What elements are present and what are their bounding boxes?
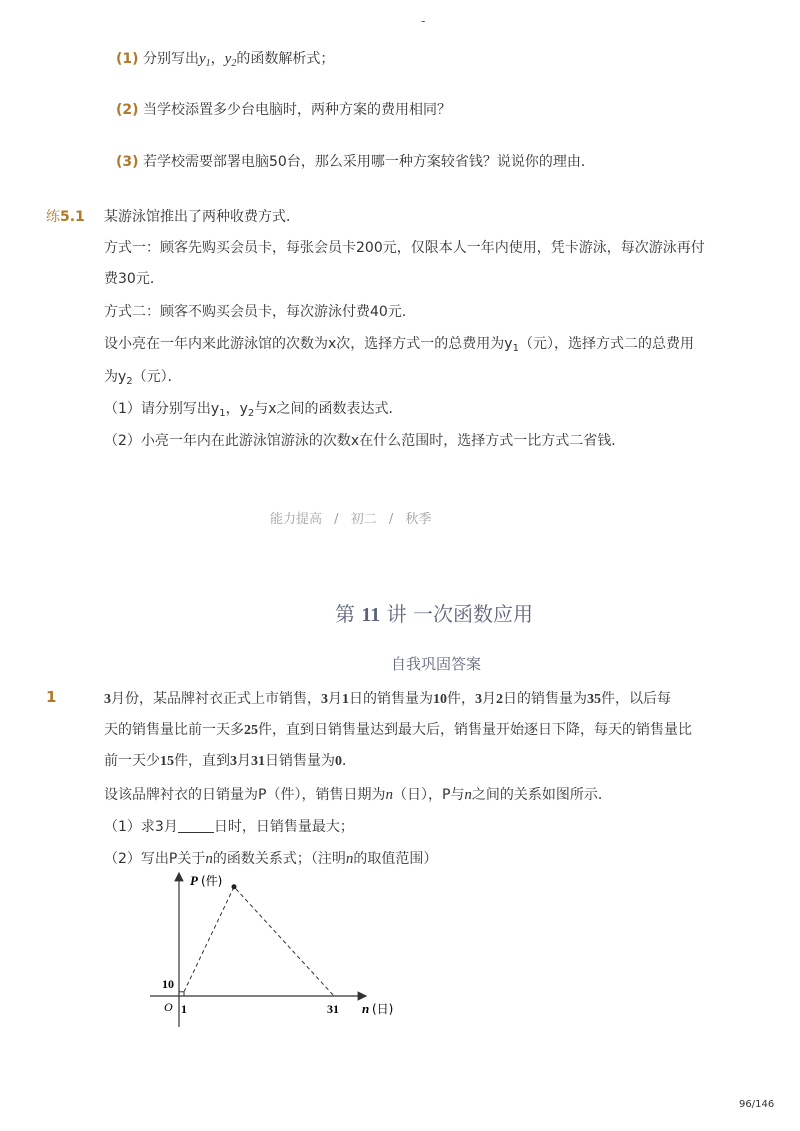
practice-line-1: 某游泳馆推出了两种收费方式． [104,209,300,225]
problem-line-2: 天的销售量比前一天多25件，直到日销售量达到最大后，销售量开始逐日下降，每天的销售量比 [104,722,692,738]
breadcrumb-separator: / [388,512,394,527]
origin-label: O [164,1000,173,1014]
x-tick-label: 1 [181,1002,187,1016]
question-text: 当学校添置多少台电脑时，两种方案的费用相同？ [143,102,451,118]
x-axis-var: n [362,1001,370,1016]
problem-line-5: （1）求3月 日时，日销售量最大； [104,819,354,835]
practice-line-5: 设小亮在一年内来此游泳馆的次数为x次，选择方式一的总费用为$y_1$（元），选择方式二的总费用 [104,336,694,354]
y-axis-var: P [190,873,198,888]
answer-blank[interactable] [178,818,214,833]
question-1 [116,48,334,69]
problem-line-1: 3月份，某品牌衬衣正式上市销售，3月1日的销售量为10件，3月2日的销售量为35件，以后每 [104,691,671,707]
question-number: (1) [116,51,139,67]
separator: ， [210,51,225,67]
problem-line-6: （2）写出P关于n的函数关系式；（注明n的取值范围） [104,851,438,867]
practice-line-6: 为$y_2$（元）． [104,369,182,387]
question-3 [116,151,595,171]
practice-line-3: 费30元． [104,271,164,287]
question-text: 的函数解析式； [236,51,335,67]
question-text: 若学校需要部署电脑50台，那么采用哪一种方案较省钱？说说你的理由． [143,154,595,170]
math-y1: $y_1$ [199,51,211,69]
practice-line-4: 方式二：顾客不购买会员卡，每次游泳付费40元． [104,304,416,320]
sales-chart [140,865,420,1035]
footer-breadcrumb [270,508,431,527]
header-mark: - [421,14,426,28]
question-text: 分别写出 [143,51,199,67]
breadcrumb-separator: / [334,512,339,527]
practice-line-8: （2）小亮一年内在此游泳馆游泳的次数x在什么范围时，选择方式一比方式二省钱． [104,433,626,449]
breadcrumb-item: 能力提高 [270,512,323,527]
question-2 [116,99,451,119]
problem-line-4: 设该品牌衬衣的日销量为P（件），销售日期为n（日），P与n之间的关系如图所示． [104,787,612,803]
breadcrumb-item: 初二 [350,512,377,527]
x-axis-unit: (日) [372,1002,394,1016]
page-number: 96/146 [739,1099,775,1110]
math-y2: $y_2$ [224,51,237,69]
problem-number: 1 [46,688,57,706]
practice-line-7: （1）请分别写出$y_1$，$y_2$与x之间的函数表达式． [104,401,403,419]
peak-point [232,884,237,889]
question-number: (3) [116,154,139,170]
y-axis-unit: (件) [201,874,223,888]
y-tick-label: 10 [162,977,174,991]
question-number: (2) [116,102,139,118]
lesson-title: 第 11 讲 一次函数应用 [335,602,533,626]
problem-line-3: 前一天少15件，直到3月31日销售量为0． [104,753,356,769]
practice-line-2: 方式一：顾客先购买会员卡，每张会员卡200元，仅限本人一年内使用，凭卡游泳，每次游泳再付 [104,240,705,256]
breadcrumb-item: 秋季 [405,512,432,527]
x-tick-label: 31 [327,1002,339,1016]
series-line [184,887,334,996]
practice-label: 练5.1 [46,209,85,225]
answer-section-title: 自我巩固答案 [391,655,482,673]
